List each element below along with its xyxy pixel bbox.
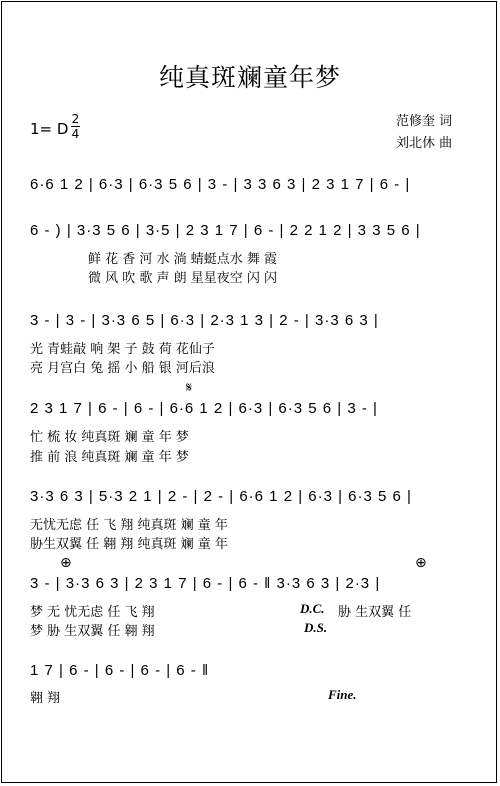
lyricist-credit: 范修奎 词 [396, 114, 453, 129]
lyric-line-5b: 胁生双翼 任 翱 翔 纯真斑 斓 童 年 [30, 537, 228, 552]
time-signature [71, 113, 80, 140]
lyric-line-2a: 鲜 花 香 河 水 淌 蜻蜓点水 舞 霞 [88, 252, 278, 267]
lyric-line-7: 翱 翔 [30, 691, 61, 706]
lyric-line-4b: 推 前 浪 纯真斑 斓 童 年 梦 [30, 450, 189, 465]
segno-sign: 𝄋 [186, 380, 193, 396]
coda-sign-2: ⊕ [415, 555, 427, 571]
lyric-line-2b: 微 风 吹 歌 声 朗 星星夜空 闪 闪 [88, 271, 278, 286]
dc-lyric: 胁 生双翼 任 [338, 605, 412, 620]
meter-bottom: 4 [71, 127, 80, 141]
lyric-line-3a: 光 青蛙敲 响 架 子 鼓 荷 花仙子 [30, 342, 215, 357]
composer-credit: 刘北休 曲 [396, 136, 453, 151]
lyric-line-4a: 忙 梳 妆 纯真斑 斓 童 年 梦 [30, 430, 189, 445]
notation-line-7: 1 7 | 6 - | 6 - | 6 - | 6 - ‖ [30, 662, 210, 679]
fine-marking: Fine. [328, 687, 357, 702]
meter-top: 2 [71, 112, 80, 126]
key-signature: 1= D [30, 120, 69, 138]
lyric-line-6a: 梦 无 忧无虑 任 飞 翔 [30, 605, 155, 620]
lyric-line-3b: 亮 月宫白 兔 摇 小 船 银 河后浪 [30, 361, 215, 376]
dc-marking: D.C. [300, 601, 325, 616]
notation-line-2: 6 - ) | 3·3 5 6 | 3·5 | 2 3 1 7 | 6 - | 2 2 1 2 | 3 3 5 6 | [30, 222, 421, 239]
page-title: 纯真斑斓童年梦 [158, 63, 341, 92]
notation-line-1: 6·6 1 2 | 6·3 | 6·3 5 6 | 3 - | 3 3 6 3 | 2 3 1 7 | 6 - | [30, 176, 411, 193]
notation-line-5: 3·3 6 3 | 5·3 2 1 | 2 - | 2 - | 6·6 1 2 | 6·3 | 6·3 5 6 | [30, 488, 412, 505]
lyric-line-5a: 无忧无虑 任 飞 翔 纯真斑 斓 童 年 [30, 518, 228, 533]
ds-marking: D.S. [304, 620, 328, 635]
coda-sign-1: ⊕ [60, 555, 72, 571]
notation-line-3: 3 - | 3 - | 3·3 6 5 | 6·3 | 2·3 1 3 | 2 - | 3·3 6 3 | [30, 312, 379, 329]
notation-line-4: 2 3 1 7 | 6 - | 6 - | 6·6 1 2 | 6·3 | 6·3 5 6 | 3 - | [30, 400, 378, 417]
notation-line-6: 3 - | 3·3 6 3 | 2 3 1 7 | 6 - | 6 - ‖ 3·3 6 3 | 2·3 | [30, 575, 381, 592]
lyric-line-6b: 梦 胁 生双翼 任 翱 翔 [30, 624, 155, 639]
